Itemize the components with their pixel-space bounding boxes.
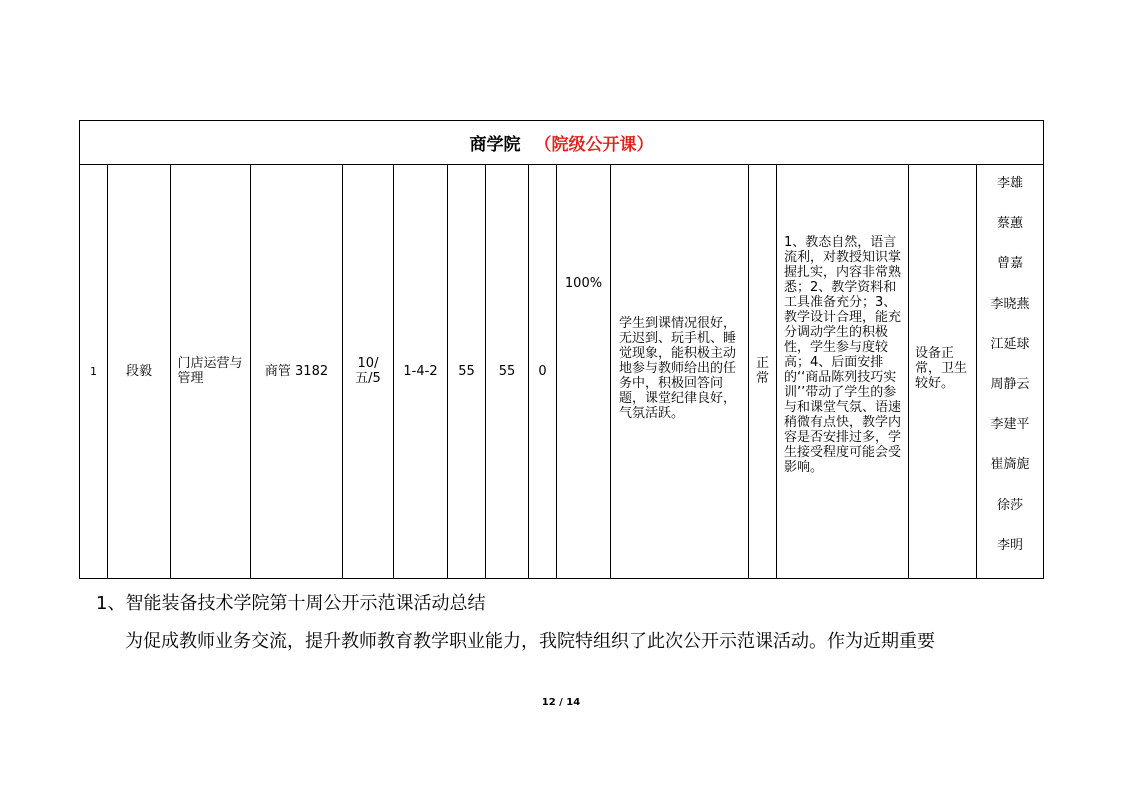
cell-actual: 55 <box>486 164 529 578</box>
cell-expected: 55 <box>448 164 486 578</box>
evaluator-name: 李明 <box>996 537 1023 553</box>
cell-index: 1 <box>80 164 108 578</box>
evaluator-name: 曾嘉 <box>996 256 1023 272</box>
evaluator-name: 江延球 <box>990 336 1030 352</box>
cell-attendance-rate: 100% <box>557 164 611 578</box>
cell-week-day: 10/五/5 <box>343 164 394 578</box>
cell-student-status: 学生到课情况很好，无迟到、玩手机、睡觉现象，能积极主动地参与教师给出的任务中，积极回答问题，课堂纪律良好，气氛活跃。 <box>611 164 749 578</box>
body-paragraph: 为促成教师业务交流，提升教师教育教学职业能力，我院特组织了此次公开示范课活动。作为近期重要 <box>125 631 935 652</box>
cell-evaluation: 1、教态自然，语言流利，对教授知识掌握扎实，内容非常熟悉；2、教学资料和工具准备充分；3、教学设计合理，能充分调动学生的积极性，学生参与度较高；4、后面安排的‘‘商品陈列技巧实训’’带动了学生的参与和课堂气氛、语速稍微有点快，教学内容是否安排过多，学生接受程度可能会受影响。 <box>777 164 909 578</box>
evaluator-name: 崔旖旎 <box>990 457 1030 473</box>
evaluator-name: 徐莎 <box>996 497 1023 513</box>
evaluator-name: 周静云 <box>990 377 1030 393</box>
section-heading: 1、智能装备技术学院第十周公开示范课活动总结 <box>96 593 486 614</box>
cell-class: 商管 3182 <box>251 164 343 578</box>
cell-period: 1-4-2 <box>394 164 448 578</box>
table-title-highlight: （院级公开课） <box>534 135 654 155</box>
cell-absent: 0 <box>529 164 557 578</box>
table-title-row <box>80 121 1043 165</box>
cell-course: 门店运营与管理 <box>171 164 251 578</box>
evaluator-name: 李建平 <box>990 417 1030 433</box>
page-number: 12 / 14 <box>541 697 581 708</box>
table-title: 商学院 <box>469 135 521 155</box>
cell-evaluators <box>977 164 1043 578</box>
cell-equipment: 设备正常，卫生较好。 <box>909 164 977 578</box>
evaluator-name: 李雄 <box>996 176 1023 191</box>
open-class-table <box>79 120 1044 579</box>
evaluator-name: 蔡蕙 <box>996 216 1023 232</box>
cell-teaching-status: 正常 <box>749 164 777 578</box>
cell-teacher: 段毅 <box>108 164 171 578</box>
evaluator-name: 李晓燕 <box>990 296 1030 312</box>
